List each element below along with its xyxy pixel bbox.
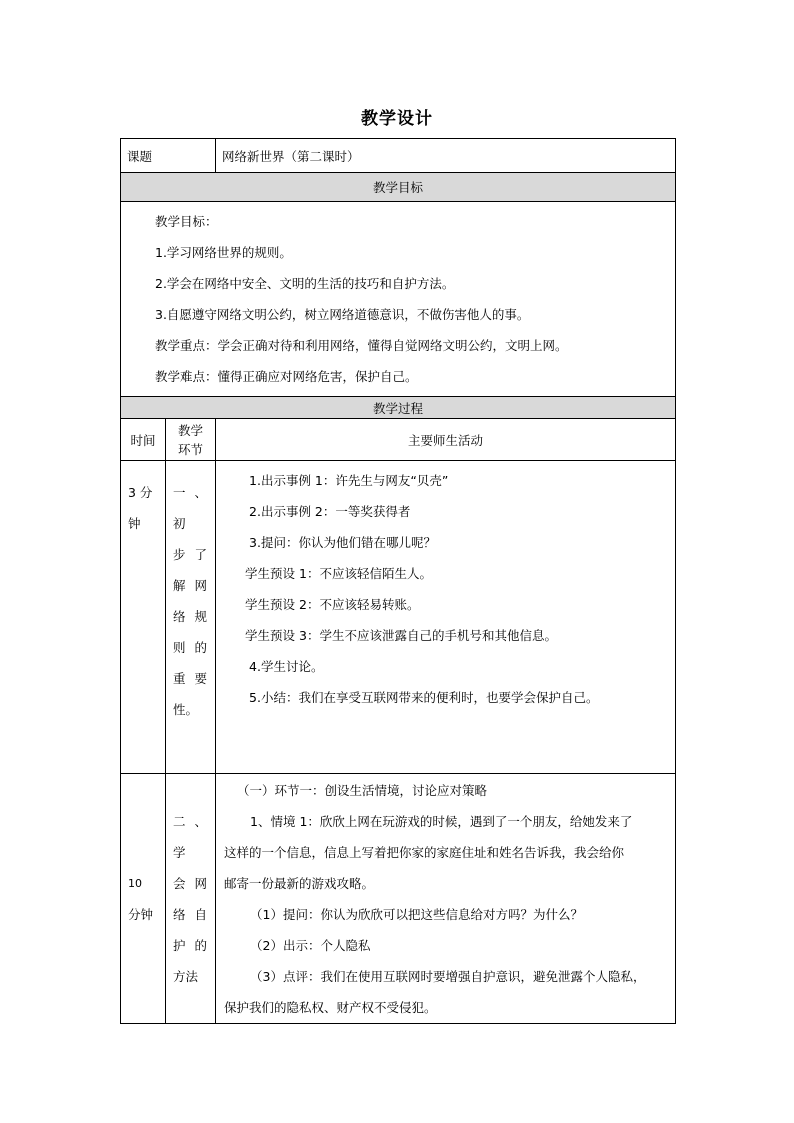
comment-text: 保护我们的隐私权、财产权不受侵犯。 xyxy=(224,1000,437,1015)
stage-line: 络 规 xyxy=(173,609,208,624)
segment-title: （一）环节一：创设生活情境，讨论应对策略 xyxy=(237,783,488,798)
time-line: 10 xyxy=(128,876,142,890)
stage-line: 性。 xyxy=(173,702,199,717)
activity-item: 5.小结：我们在享受互联网带来的便利时，也要学会保护自己。 xyxy=(249,690,599,705)
lesson-row xyxy=(121,139,676,173)
activity-item: 学生预设 3：学生不应该泄露自己的手机号和其他信息。 xyxy=(245,628,557,643)
column-header-row xyxy=(121,419,676,461)
process-header-row xyxy=(121,397,676,419)
section1-row xyxy=(121,461,676,774)
stage-line: 方法 xyxy=(173,968,199,984)
stage-line: 护 的 xyxy=(173,937,208,953)
time-line: 3 分 xyxy=(128,485,153,500)
scenario-text: 这样的一个信息，信息上写着把你家的家庭住址和姓名告诉我，我会给你 xyxy=(224,845,625,860)
objectives-row xyxy=(121,202,676,397)
stage-line: 二、学 xyxy=(173,813,208,860)
show-text: （2）出示：个人隐私 xyxy=(250,938,371,953)
key-point: 教学重点：学会正确对待和利用网络，懂得自觉网络文明公约，文明上网。 xyxy=(155,338,568,353)
difficult-point: 教学难点：懂得正确应对网络危害，保护自己。 xyxy=(155,369,418,384)
stage-line: 步 了 xyxy=(173,547,208,562)
objective-item: 2.学会在网络中安全、文明的生活的技巧和自护方法。 xyxy=(155,276,455,291)
stage-line: 一、初 xyxy=(173,485,208,531)
activity-item: 3.提问：你认为他们错在哪儿呢？ xyxy=(249,535,436,550)
activity-item: 学生预设 1：不应该轻信陌生人。 xyxy=(245,566,432,581)
objective-item: 1.学习网络世界的规则。 xyxy=(155,245,292,260)
question-text: （1）提问：你认为欣欣可以把这些信息给对方吗？为什么？ xyxy=(250,907,583,922)
time-line: 钟 xyxy=(128,516,141,531)
objectives-header: 教学目标 xyxy=(121,173,676,202)
objectives-heading: 教学目标： xyxy=(155,214,218,229)
objectives-header-row xyxy=(121,173,676,202)
lesson-name: 网络新世界（第二课时） xyxy=(216,139,676,173)
activity-item: 2.出示事例 2：一等奖获得者 xyxy=(249,504,411,519)
stage-line: 会 网 xyxy=(173,875,208,891)
section1-stage xyxy=(166,461,216,774)
activity-item: 1.出示事例 1：许先生与网友“贝壳” xyxy=(249,473,449,488)
column-stage-line: 环节 xyxy=(178,441,204,457)
activity-item: 学生预设 2：不应该轻易转账。 xyxy=(245,597,420,612)
section2-stage xyxy=(166,774,216,1024)
column-time: 时间 xyxy=(121,419,166,461)
comment-text: （3）点评：我们在使用互联网时要增强自护意识，避免泄露个人隐私， xyxy=(250,969,646,984)
section1-time xyxy=(121,461,166,774)
column-activity: 主要师生活动 xyxy=(216,419,676,461)
section1-activities xyxy=(216,461,676,774)
stage-line: 络 自 xyxy=(173,906,208,922)
scenario-text: 邮寄一份最新的游戏攻略。 xyxy=(224,876,375,891)
time-line: 分钟 xyxy=(128,906,154,922)
stage-line: 解 网 xyxy=(173,578,208,593)
column-stage-line: 教学 xyxy=(178,422,204,438)
objectives-cell xyxy=(121,202,676,397)
scenario-text: 1、情境 1：欣欣上网在玩游戏的时候，遇到了一个朋友，给她发来了 xyxy=(250,814,633,829)
document-title: 教学设计 xyxy=(361,109,433,129)
section2-time xyxy=(121,774,166,1024)
lesson-label: 课题 xyxy=(121,139,216,173)
section2-row xyxy=(121,774,676,1024)
process-header: 教学过程 xyxy=(121,397,676,419)
stage-line: 重 要 xyxy=(173,671,208,686)
activity-item: 4.学生讨论。 xyxy=(249,659,324,674)
section2-activities xyxy=(216,774,676,1024)
objective-item: 3.自愿遵守网络文明公约，树立网络道德意识，不做伤害他人的事。 xyxy=(155,307,530,322)
lesson-plan-table xyxy=(120,138,676,1024)
column-stage xyxy=(166,419,216,461)
stage-line: 则 的 xyxy=(173,640,208,655)
